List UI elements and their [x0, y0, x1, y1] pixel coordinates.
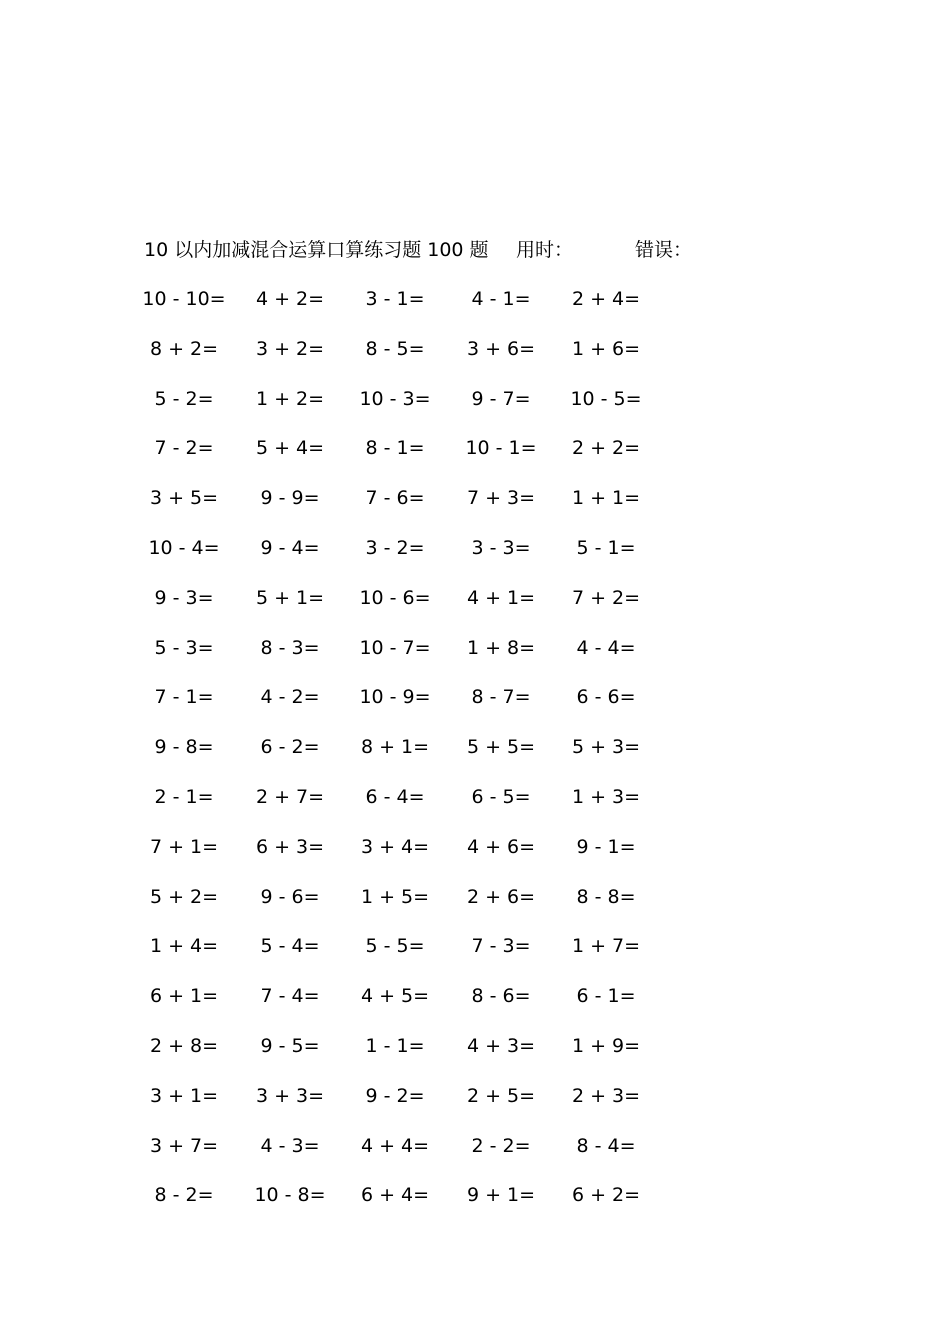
- problem-row: [0, 533, 950, 583]
- problem-row: [0, 732, 950, 782]
- problem-item: 7 - 6=: [365, 487, 425, 510]
- problem-item: 1 + 4=: [149, 935, 219, 958]
- problem-item: 3 + 3=: [255, 1084, 325, 1107]
- time-label: 用时：: [516, 239, 574, 261]
- problem-item: 10 - 1=: [465, 437, 537, 460]
- problem-item: 2 - 1=: [154, 785, 214, 808]
- problem-item: 5 - 2=: [154, 387, 214, 410]
- problem-item: 9 + 1=: [466, 1184, 536, 1207]
- problem-item: 4 + 4=: [360, 1134, 430, 1157]
- problem-item: 4 - 1=: [471, 288, 531, 310]
- problem-item: 5 + 2=: [149, 885, 219, 908]
- problem-item: 2 + 5=: [466, 1084, 536, 1107]
- problem-item: 9 - 3=: [154, 586, 214, 609]
- problem-item: 10 - 5=: [570, 387, 642, 410]
- problem-item: 7 + 2=: [571, 586, 641, 609]
- problem-row: [0, 1081, 950, 1131]
- problem-item: 7 + 3=: [466, 487, 536, 510]
- problem-item: 8 - 1=: [365, 437, 425, 460]
- problem-row: [0, 1180, 950, 1230]
- problem-row: [0, 284, 950, 334]
- problem-item: 3 - 3=: [471, 536, 531, 559]
- problem-item: 9 - 2=: [365, 1084, 425, 1107]
- problem-row: [0, 981, 950, 1031]
- problem-item: 6 - 1=: [576, 985, 636, 1008]
- problem-item: 10 - 4=: [148, 536, 220, 559]
- problem-item: 2 + 6=: [466, 885, 536, 908]
- problem-row: [0, 1131, 950, 1181]
- problem-item: 9 - 4=: [260, 536, 320, 559]
- problem-item: 10 - 3=: [359, 387, 431, 410]
- problem-item: 8 + 1=: [360, 736, 430, 759]
- problem-item: 2 + 2=: [571, 437, 641, 460]
- problem-item: 8 - 7=: [471, 686, 531, 709]
- problem-item: 2 + 7=: [255, 785, 325, 808]
- problem-item: 7 - 2=: [154, 437, 214, 460]
- error-label: 错误：: [635, 239, 693, 261]
- problem-item: 6 + 4=: [360, 1184, 430, 1207]
- problem-item: 8 - 3=: [260, 636, 320, 659]
- problem-item: 4 + 6=: [466, 835, 536, 858]
- problem-row: [0, 832, 950, 882]
- problem-row: [0, 583, 950, 633]
- worksheet-header: [144, 236, 844, 264]
- problem-item: 1 + 7=: [571, 935, 641, 958]
- problem-item: 10 - 9=: [359, 686, 431, 709]
- problem-item: 10 - 10=: [142, 288, 226, 310]
- problem-row: [0, 433, 950, 483]
- problem-row: [0, 682, 950, 732]
- problem-item: 6 + 1=: [149, 985, 219, 1008]
- problem-item: 4 - 3=: [260, 1134, 320, 1157]
- problem-item: 5 - 5=: [365, 935, 425, 958]
- problem-item: 8 - 8=: [576, 885, 636, 908]
- problem-item: 3 + 6=: [466, 337, 536, 360]
- problem-item: 4 - 2=: [260, 686, 320, 709]
- problem-item: 8 - 6=: [471, 985, 531, 1008]
- problem-item: 1 + 2=: [255, 387, 325, 410]
- problem-row: [0, 483, 950, 533]
- problem-grid: [0, 284, 950, 1230]
- problem-item: 9 - 8=: [154, 736, 214, 759]
- problem-item: 6 + 2=: [571, 1184, 641, 1207]
- problem-item: 3 + 7=: [149, 1134, 219, 1157]
- problem-item: 7 - 3=: [471, 935, 531, 958]
- problem-item: 3 - 1=: [365, 288, 425, 310]
- problem-item: 3 + 1=: [149, 1084, 219, 1107]
- problem-item: 7 + 1=: [149, 835, 219, 858]
- problem-item: 8 - 5=: [365, 337, 425, 360]
- problem-item: 1 + 8=: [466, 636, 536, 659]
- problem-item: 6 - 6=: [576, 686, 636, 709]
- problem-item: 10 - 6=: [359, 586, 431, 609]
- problem-item: 9 - 9=: [260, 487, 320, 510]
- problem-row: [0, 334, 950, 384]
- problem-item: 7 - 4=: [260, 985, 320, 1008]
- problem-item: 2 - 2=: [471, 1134, 531, 1157]
- problem-row: [0, 931, 950, 981]
- problem-item: 1 + 1=: [571, 487, 641, 510]
- problem-row: [0, 882, 950, 932]
- problem-item: 1 + 5=: [360, 885, 430, 908]
- problem-item: 5 - 3=: [154, 636, 214, 659]
- problem-row: [0, 633, 950, 683]
- problem-item: 6 - 5=: [471, 785, 531, 808]
- problem-item: 9 - 7=: [471, 387, 531, 410]
- problem-item: 9 - 1=: [576, 835, 636, 858]
- problem-item: 1 + 6=: [571, 337, 641, 360]
- problem-item: 4 + 5=: [360, 985, 430, 1008]
- problem-item: 4 + 1=: [466, 586, 536, 609]
- problem-item: 1 + 3=: [571, 785, 641, 808]
- problem-row: [0, 384, 950, 434]
- problem-item: 5 + 1=: [255, 586, 325, 609]
- problem-item: 6 - 2=: [260, 736, 320, 759]
- problem-item: 5 - 4=: [260, 935, 320, 958]
- worksheet-title: 10 以内加减混合运算口算练习题 100 题: [144, 239, 489, 261]
- problem-item: 9 - 5=: [260, 1034, 320, 1057]
- problem-item: 2 + 4=: [571, 288, 641, 310]
- problem-item: 10 - 7=: [359, 636, 431, 659]
- problem-item: 10 - 8=: [254, 1184, 326, 1207]
- problem-item: 2 + 8=: [149, 1034, 219, 1057]
- problem-item: 3 - 2=: [365, 536, 425, 559]
- problem-item: 9 - 6=: [260, 885, 320, 908]
- problem-item: 5 + 4=: [255, 437, 325, 460]
- problem-item: 4 + 2=: [255, 288, 325, 310]
- problem-item: 3 + 5=: [149, 487, 219, 510]
- problem-item: 5 - 1=: [576, 536, 636, 559]
- problem-item: 5 + 3=: [571, 736, 641, 759]
- problem-item: 3 + 2=: [255, 337, 325, 360]
- problem-item: 7 - 1=: [154, 686, 214, 709]
- problem-item: 4 - 4=: [576, 636, 636, 659]
- problem-row: [0, 782, 950, 832]
- problem-item: 6 - 4=: [365, 785, 425, 808]
- problem-item: 1 - 1=: [365, 1034, 425, 1057]
- problem-item: 8 - 4=: [576, 1134, 636, 1157]
- problem-item: 1 + 9=: [571, 1034, 641, 1057]
- problem-row: [0, 1031, 950, 1081]
- problem-item: 6 + 3=: [255, 835, 325, 858]
- problem-item: 2 + 3=: [571, 1084, 641, 1107]
- problem-item: 8 - 2=: [154, 1184, 214, 1207]
- problem-item: 4 + 3=: [466, 1034, 536, 1057]
- problem-item: 5 + 5=: [466, 736, 536, 759]
- problem-item: 8 + 2=: [149, 337, 219, 360]
- problem-item: 3 + 4=: [360, 835, 430, 858]
